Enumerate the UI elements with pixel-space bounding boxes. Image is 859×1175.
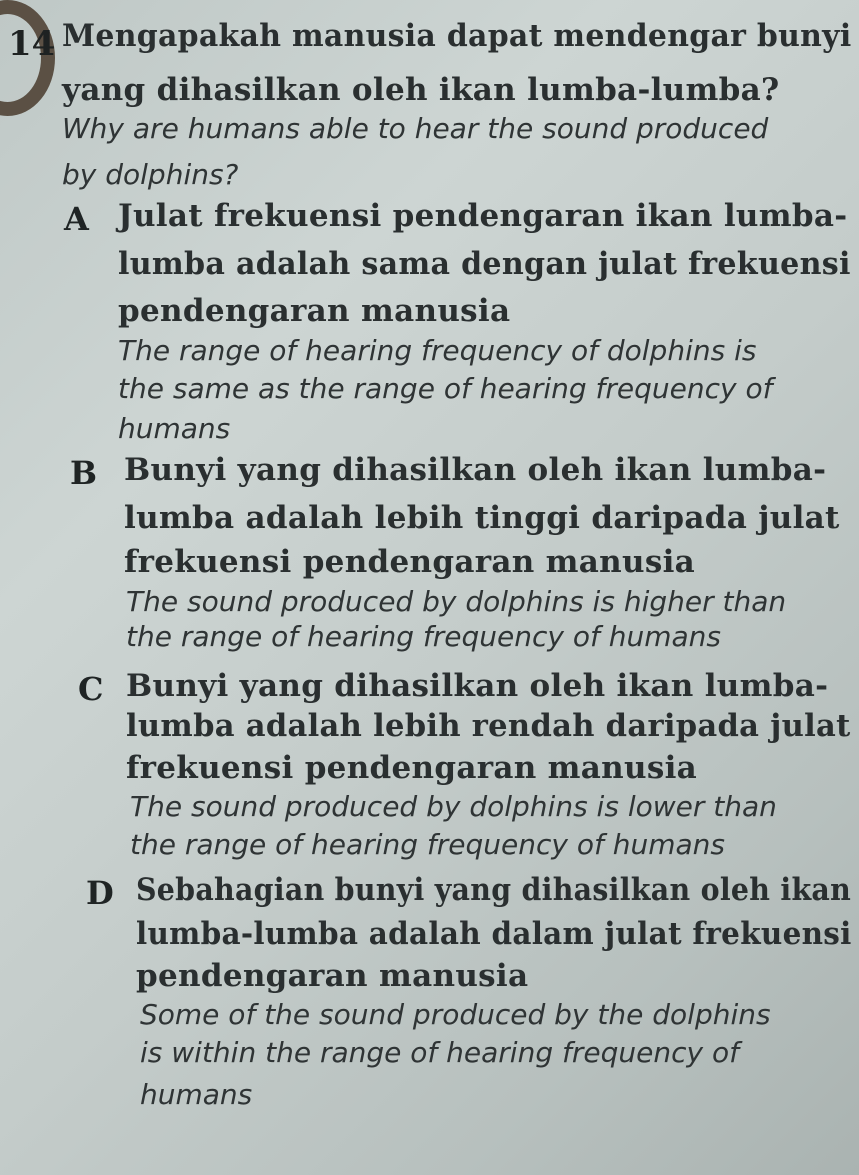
question-malay-line-1: Mengapakah manusia dapat mendengar bunyi (62, 18, 852, 54)
option-d-english-line-1: Some of the sound produced by the dolphins (140, 998, 771, 1031)
question-english-line-1: Why are humans able to hear the sound produced (62, 112, 769, 145)
option-d-malay-line-1: Sebahagian bunyi yang dihasilkan oleh ikan (136, 872, 852, 908)
option-d-malay-line-2: lumba-lumba adalah dalam julat frekuensi (136, 916, 852, 952)
option-d-english-line-2: is within the range of hearing frequency of (140, 1036, 739, 1069)
option-d-english-line-3: humans (140, 1078, 253, 1111)
option-a-malay-line-2: lumba adalah sama dengan julat frekuensi (118, 246, 851, 282)
option-d-malay-line-3: pendengaran manusia (136, 958, 529, 994)
option-letter: D (86, 874, 114, 912)
question-number-marker (0, 14, 54, 74)
option-c-malay-line-2: lumba adalah lebih rendah daripada julat (126, 708, 851, 744)
option-a-english-line-2: the same as the range of hearing frequency of (118, 372, 773, 405)
option-letter: B (70, 454, 98, 492)
option-a-english-line-3: humans (118, 412, 231, 445)
option-c-english-line-1: The sound produced by dolphins is lower than (130, 790, 777, 823)
option-a-malay-line-1: Julat frekuensi pendengaran ikan lumba- (118, 198, 848, 234)
option-b-malay-line-3: frekuensi pendengaran manusia (124, 544, 696, 580)
option-c-malay-line-1: Bunyi yang dihasilkan oleh ikan lumba- (126, 668, 829, 704)
option-b-malay-line-2: lumba adalah lebih tinggi daripada julat (124, 500, 840, 536)
option-letter: A (64, 200, 89, 238)
question-malay-line-2: yang dihasilkan oleh ikan lumba-lumba? (62, 72, 780, 108)
option-b-malay-line-1: Bunyi yang dihasilkan oleh ikan lumba- (124, 452, 827, 488)
question-english-line-2: by dolphins? (62, 158, 239, 191)
option-b-english-line-2: the range of hearing frequency of humans (126, 620, 721, 653)
option-b-english-line-1: The sound produced by dolphins is higher than (126, 585, 787, 618)
question-number: 14 (8, 24, 56, 64)
option-c-english-line-2: the range of hearing frequency of humans (130, 828, 725, 861)
option-letter: C (78, 670, 104, 708)
option-c-malay-line-3: frekuensi pendengaran manusia (126, 750, 698, 786)
option-a-malay-line-3: pendengaran manusia (118, 293, 511, 329)
option-a-english-line-1: The range of hearing frequency of dolphins is (118, 334, 757, 367)
